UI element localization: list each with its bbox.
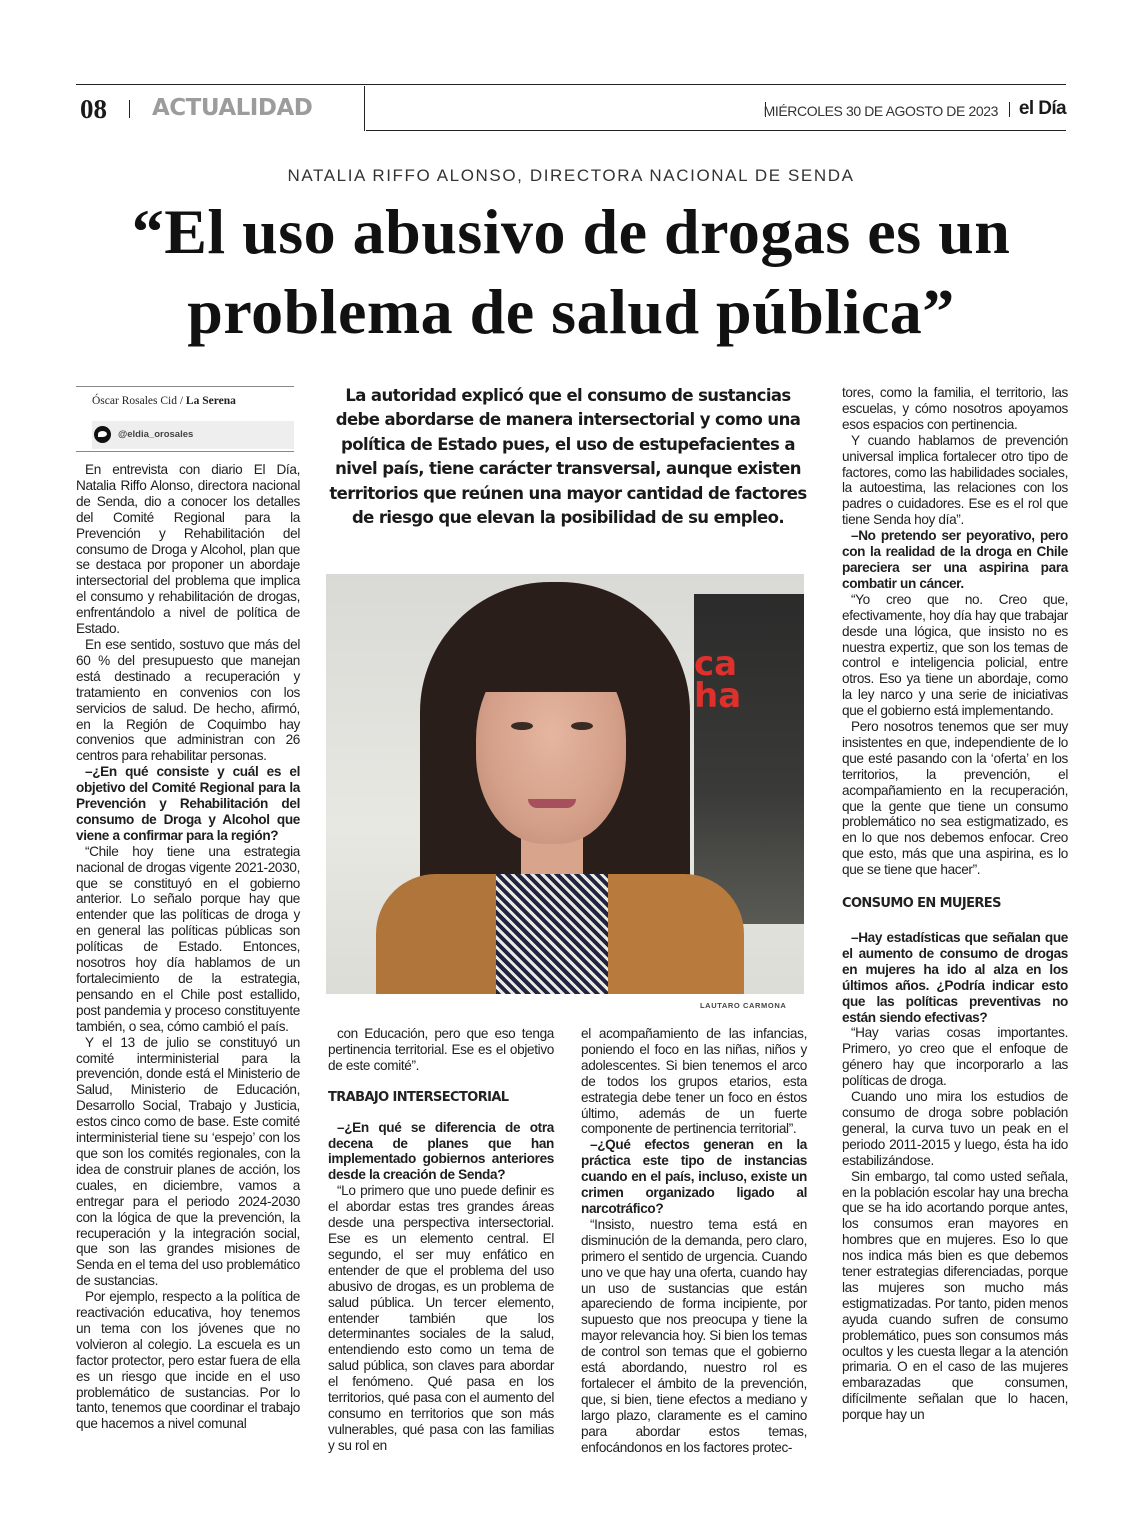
paragraph: con Educación, pero que eso tenga pertinencia territorial. Ese es el objetivo de este comité”. (328, 1026, 554, 1073)
paragraph: “Insisto, nuestro tema está en disminución de la demanda, pero claro, primero el sentido de urgencia. Cuando uno ve que hay una oferta, cuando hay un uso de sustancias que están apareciendo de forma incipiente, por supuesto que nos preocupa y tiene la mayor relevancia hoy. Si bien los temas de control son temas que el gobierno está abordando, nuestro rol es fortalecer el ámbito de la prevención, que, si bien, tiene efectos a mediano y largo plazo, claramente es el camino para abordar estos temas, enfocándonos en los factores protec- (581, 1216, 807, 1455)
kicker: NATALIA RIFFO ALONSO, DIRECTORA NACIONAL DE SENDA (287, 166, 855, 185)
poster-text: ca ha (694, 644, 742, 716)
jacket-shape (584, 874, 744, 994)
masthead-divider (364, 86, 365, 131)
mouth-shape (528, 799, 576, 808)
paragraph: el acompañamiento de las infancias, poniendo el foco en las niñas, niños y adolescentes. Si bien tenemos el arco de todos los grupos etarios, esta estrategia debe tener un foco en éstos último, además de un fuerte componente de pertinencia territorial”. (581, 1026, 807, 1137)
byline-box (76, 386, 294, 452)
paragraph: “Lo primero que uno puede definir es el abordar estas tres grandes áreas desde una perspectiva intersectorial. Ese es un elemento central. El segundo, el ser muy enfático en entender de que el problema del uso abusivo de drogas, es un problema de salud pública. Un tercer elemento, entender también que los determinantes sociales de la salud, entendiendo esto como un tema de salud pública, son claves para abordar el fenómeno. Qué pasa en los territorios, qué pasa con el aumento del consumo en territorios que son más vulnerables, qué pasa con las familias y su rol en (328, 1183, 554, 1453)
article-column-1 (76, 462, 300, 1432)
paragraph: En entrevista con diario El Día, Natalia Riffo Alonso, directora nacional de Senda, dio a conocer los detalles del Comité Regional para la Prevención y Rehabilitación del consumo de Droga y Alcohol, plan que se destaca por proponer un abordaje intersectorial del problema que implica el consumo y rehabilitación de drogas, enfrentándolo a nivel de política de Estado. (76, 462, 300, 637)
interview-question: –Hay estadísticas que señalan que el aumento de consumo de drogas en mujeres ha ido al alza en los últimos años. ¿Podría indicar esto que las políticas preventivas no están siendo efectivas? (842, 930, 1068, 1025)
interview-question: –No pretendo ser peyorativo, pero con la realidad de la droga en Chile pareciera ser una aspirina para combatir un cáncer. (842, 528, 1068, 591)
headline: “El uso abusivo de drogas es un problema de salud pública” (131, 196, 1011, 347)
twitter-handle[interactable]: @eldia_orosales (118, 429, 194, 440)
subheading: TRABAJO INTERSECTORIAL (328, 1089, 509, 1105)
paragraph: Y cuando hablamos de prevención universal implica fortalecer otro tipo de factores, como las habilidades sociales, la autoestima, las relaciones con los padres o cuidadores. Ese es el rol que tiene Senda hoy día”. (842, 432, 1068, 528)
top-rule (76, 84, 1066, 85)
masthead (76, 86, 1066, 132)
article-column-3 (581, 1026, 807, 1455)
background-poster (694, 594, 804, 924)
brand-divider (1009, 102, 1010, 117)
eye-shape (571, 722, 593, 730)
page-number: 08 (80, 94, 107, 124)
paragraph: Cuando uno mira los estudios de consumo de droga sobre población general, la curva tuvo un peak en el periodo 2011-2015 y luego, ésta ha ido estabilizándose. (842, 1089, 1068, 1168)
paragraph: “Chile hoy tiene una estrategia nacional de drogas vigente 2021-2030, que se constituyó en el gobierno anterior. Lo señalo porque hay que entender que las políticas de droga y en general las políticas públicas son políticas de Estado. Entonces, nosotros hoy día hablamos de un fortalecimiento de la estrategia, pensando en el Chile post estallido, post pandemia y proceso constituyente también, o sea, cómo cambió el país. (76, 843, 300, 1034)
issue-date: MIÉRCOLES 30 DE AGOSTO DE 2023 (763, 103, 998, 119)
article-lead: La autoridad explicó que el consumo de sustancias debe abordarse de manera intersectorial y como una política de Estado pues, el uso de estupefacientes a nivel país, tiene carácter transversal, aunque existen territorios que reúnen una mayor cantidad de factores de riesgo que elevan la posibilidad de su empleo. (329, 386, 807, 528)
interview-question: –¿En qué consiste y cuál es el objetivo del Comité Regional para la Prevención y Rehabilitación del consumo de Droga y Alcohol que viene a confirmar para la región? (76, 764, 300, 843)
article-column-2 (328, 1026, 554, 1454)
eye-shape (511, 722, 533, 730)
interview-question: –¿En qué se diferencia de otra decena de planes que han implementado gobiernos anteriores desde la creación de Senda? (328, 1119, 554, 1183)
photo-credit: LAUTARO CARMONA (700, 1001, 787, 1010)
subheading: CONSUMO EN MUJERES (842, 896, 1001, 912)
paragraph: “Hay varias cosas importantes. Primero, yo creo que el enfoque de género hay que incorporarlo a las políticas de droga. (842, 1025, 1068, 1089)
paragraph: Y el 13 de julio se constituyó un comité interministerial para la prevención, donde está el Ministerio de Salud, Ministerio de Educación, Desarrollo Social, Trabajo y Justicia, estos cinco como de base. Este comité interministerial tiene su ‘espejo’ con los que son los comités regionales, con la idea de construir planes de acción, los cuales, en diciembre, vamos a entregar para el periodo 2024-2030 con la lógica de que la prevención, la recuperación y la integración social, que son las grandes misiones de Senda en el tema del uso problemático de sustancias. (76, 1034, 300, 1289)
newspaper-logo: el Día (1018, 98, 1066, 119)
shirt-shape (496, 874, 608, 994)
author-name: Óscar Rosales Cid / (92, 395, 184, 407)
article-column-4 (842, 385, 1068, 1423)
masthead-rule (366, 130, 1066, 131)
paragraph: tores, como la familia, el territorio, las escuelas, y cómo nosotros apoyamos esos espacios con pertinencia. (842, 385, 1068, 432)
byline-location: La Serena (185, 395, 236, 407)
paragraph: En ese sentido, sostuvo que más del 60 % del presupuesto que manejan está destinado a recuperación y tratamiento en convenios con los servicios de salud. De hecho, afirmó, en la Región de Coquimbo hay convenios que administran con 26 centros para rehabilitar personas. (76, 636, 300, 764)
portrait-photo (326, 574, 804, 994)
byline (92, 395, 236, 407)
masthead-divider (129, 100, 130, 118)
twitter-icon (94, 426, 111, 443)
paragraph: “Yo creo que no. Creo que, efectivamente, hoy día hay que trabajar desde una lógica, que insisto no es nuestra expertiz, que son los temas de control e inteligencia policial, entre otros. Eso ya tiene un abordaje, como la ley narco y una serie de iniciativas que el gobierno está implementando. (842, 591, 1068, 719)
paragraph: Sin embargo, tal como usted señala, en la población escolar hay una brecha que se ha ido acortando porque antes, los consumos eran mayores en hombres que en mujeres. Eso lo que nos indica más bien es que debemos tener estrategias diferenciadas, porque las mujeres son mucho más estigmatizadas. Por tanto, piden menos ayuda cuando sufren de consumo problemático, pues son consumos más ocultos y les cuesta llegar a la atención primaria. O en el caso de las mujeres embarazadas que consumen, difícilmente señalan que lo hacen, porque hay un (842, 1168, 1068, 1423)
paragraph: Pero nosotros tenemos que ser muy insistentes en que, independiente de lo que esté pasando con la ‘oferta’ en los territorios, la prevención, el acompañamiento en la recuperación, que la gente que tiene un consumo problemático no sea estigmatizado, es en lo que nos debemos enfocar. Creo que esto, más que una aspirina, es lo que se tiene que hacer”. (842, 719, 1068, 878)
section-title: ACTUALIDAD (152, 95, 313, 121)
twitter-row (92, 421, 294, 449)
paragraph: Por ejemplo, respecto a la política de reactivación educativa, hoy tenemos un tema con los jóvenes que no volvieron al colegio. La escuela es un factor protector, pero estar fuera de ella es un riesgo que incide en el uso problemático de sustancias. Por lo tanto, tenemos que coordinar el trabajo que hacemos a nivel comunal (76, 1289, 300, 1432)
interview-question: –¿Qué efectos generan en la práctica este tipo de instancias cuando en el país, incluso, existe un crimen organizado ligado al narcotráfico? (581, 1137, 807, 1216)
